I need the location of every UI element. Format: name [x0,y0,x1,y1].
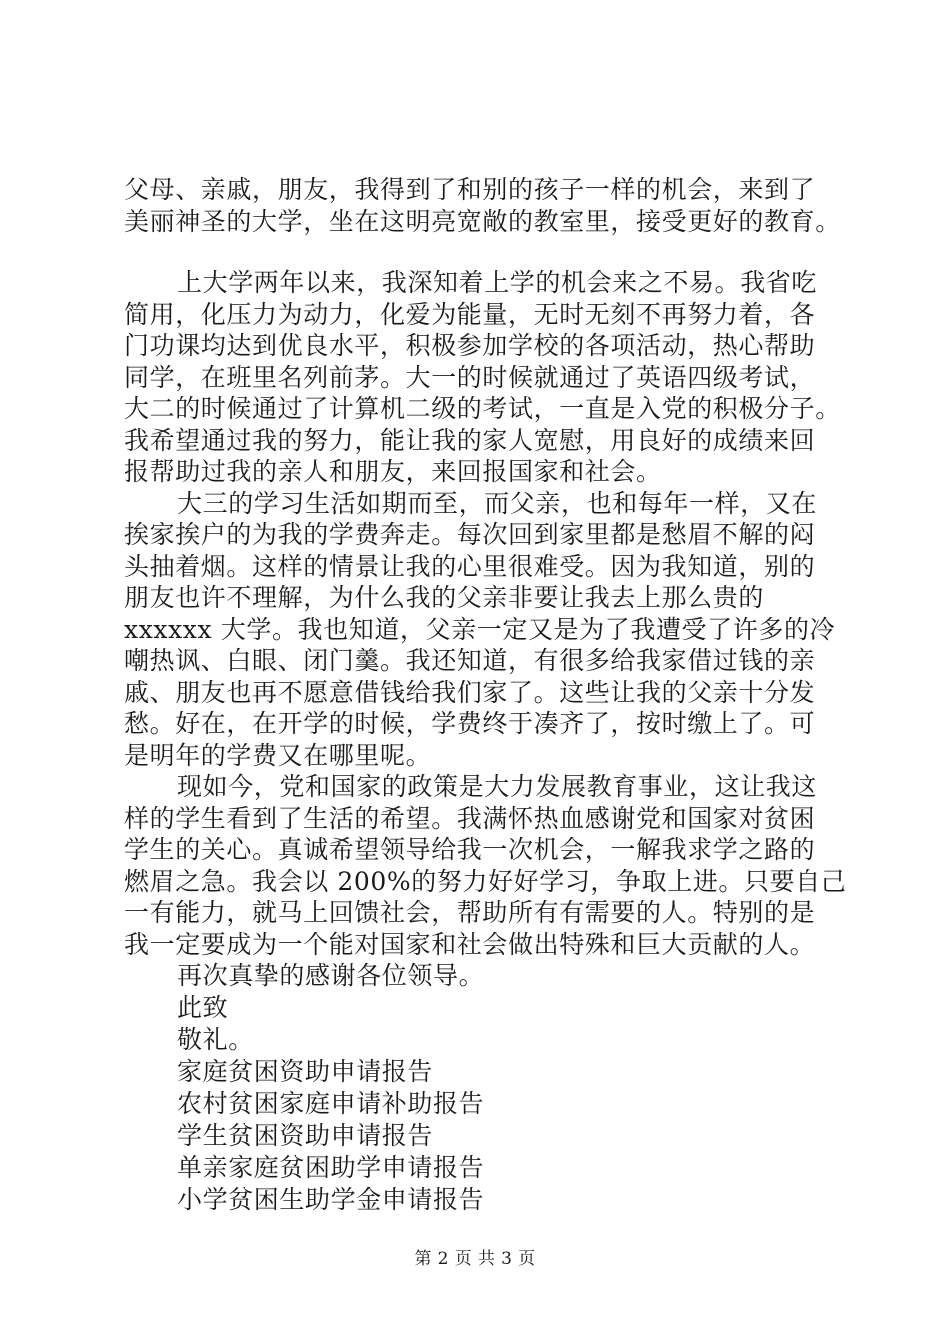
related-title: 农村贫困家庭申请补助报告 [177,1089,485,1118]
text-line: 燃眉之急。我会以 200%的努力好好学习，争取上进。只要自己 [124,866,847,896]
intro-paragraph [124,174,841,237]
text-line: 简用，化压力为动力，化爱为能量，无时无刻不再努力着，各 [124,299,816,329]
paragraph-father [124,488,836,772]
text-line: 上大学两年以来，我深知着上学的机会来之不易。我省吃 [177,268,818,297]
text-line: 美丽神圣的大学，坐在这明亮宽敞的教室里，接受更好的教育。 [124,206,841,236]
text-line: 一有能力，就马上回馈社会，帮助所有有需要的人。特别的是 [124,898,816,927]
page-footer: 第 2 页 共 3 页 [414,1249,536,1269]
text-line: 愁。好在，在开学的时候，学费终于凑齐了，按时缴上了。可 [124,709,816,738]
document-body [124,174,847,1216]
closing-section [124,960,836,1216]
text-line: 报帮助过我的亲人和朋友，来回报国家和社会。 [124,457,662,486]
text-line: 嘲热讽、白眼、闭门羹。我还知道，有很多给我家借过钱的亲 [124,646,816,675]
closing-regards: 敬礼。 [177,1025,254,1054]
text-line: 挨家挨户的为我的学费奔走。每次回到家里都是愁眉不解的闷 [124,520,816,549]
text-line: xxxxxx 大学。我也知道，父亲一定又是为了我遭受了许多的冷 [124,614,836,644]
text-line: 大三的学习生活如期而至，而父亲，也和每年一样，又在 [177,488,818,518]
text-line: 学生的关心。真诚希望领导给我一次机会，一解我求学之路的 [124,835,816,864]
text-line: 我一定要成为一个能对国家和社会做出特殊和巨大贡献的人。 [124,929,816,959]
text-line: 朋友也许不理解，为什么我的父亲非要让我去上那么贵的 [124,583,765,612]
closing-salutation: 此致 [177,993,229,1022]
related-title: 家庭贫困资助申请报告 [177,1057,434,1086]
paragraph-study [124,267,841,488]
text-line: 我希望通过我的努力，能让我的家人宽慰，用良好的成绩来回 [124,425,816,455]
related-title: 小学贫困生助学金申请报告 [177,1185,485,1214]
paragraph-gap [124,237,836,267]
text-line: 是明年的学费又在哪里呢。 [124,740,432,770]
text-line: 戚、朋友也再不愿意借钱给我们家了。这些让我的父亲十分发 [124,677,816,707]
text-line: 同学，在班里名列前茅。大一的时候就通过了英语四级考试， [124,362,816,392]
text-line: 门功课均达到优良水平，积极参加学校的各项活动，热心帮助 [124,331,816,360]
closing-thanks: 再次真挚的感谢各位领导。 [177,961,485,990]
text-line: 头抽着烟。这样的情景让我的心里很难受。因为我知道，别的 [124,551,816,581]
text-line: 大二的时候通过了计算机二级的考试，一直是入党的积极分子。 [124,394,841,423]
text-line: 父母、亲戚，朋友，我得到了和别的孩子一样的机会，来到了 [124,175,816,204]
related-title: 学生贫困资助申请报告 [177,1121,434,1150]
related-title: 单亲家庭贫困助学申请报告 [177,1153,485,1182]
paragraph-policy [124,771,847,960]
text-line: 现如今，党和国家的政策是大力发展教育事业，这让我这 [177,772,818,801]
text-line: 样的学生看到了生活的希望。我满怀热血感谢党和国家对贫困 [124,803,816,833]
